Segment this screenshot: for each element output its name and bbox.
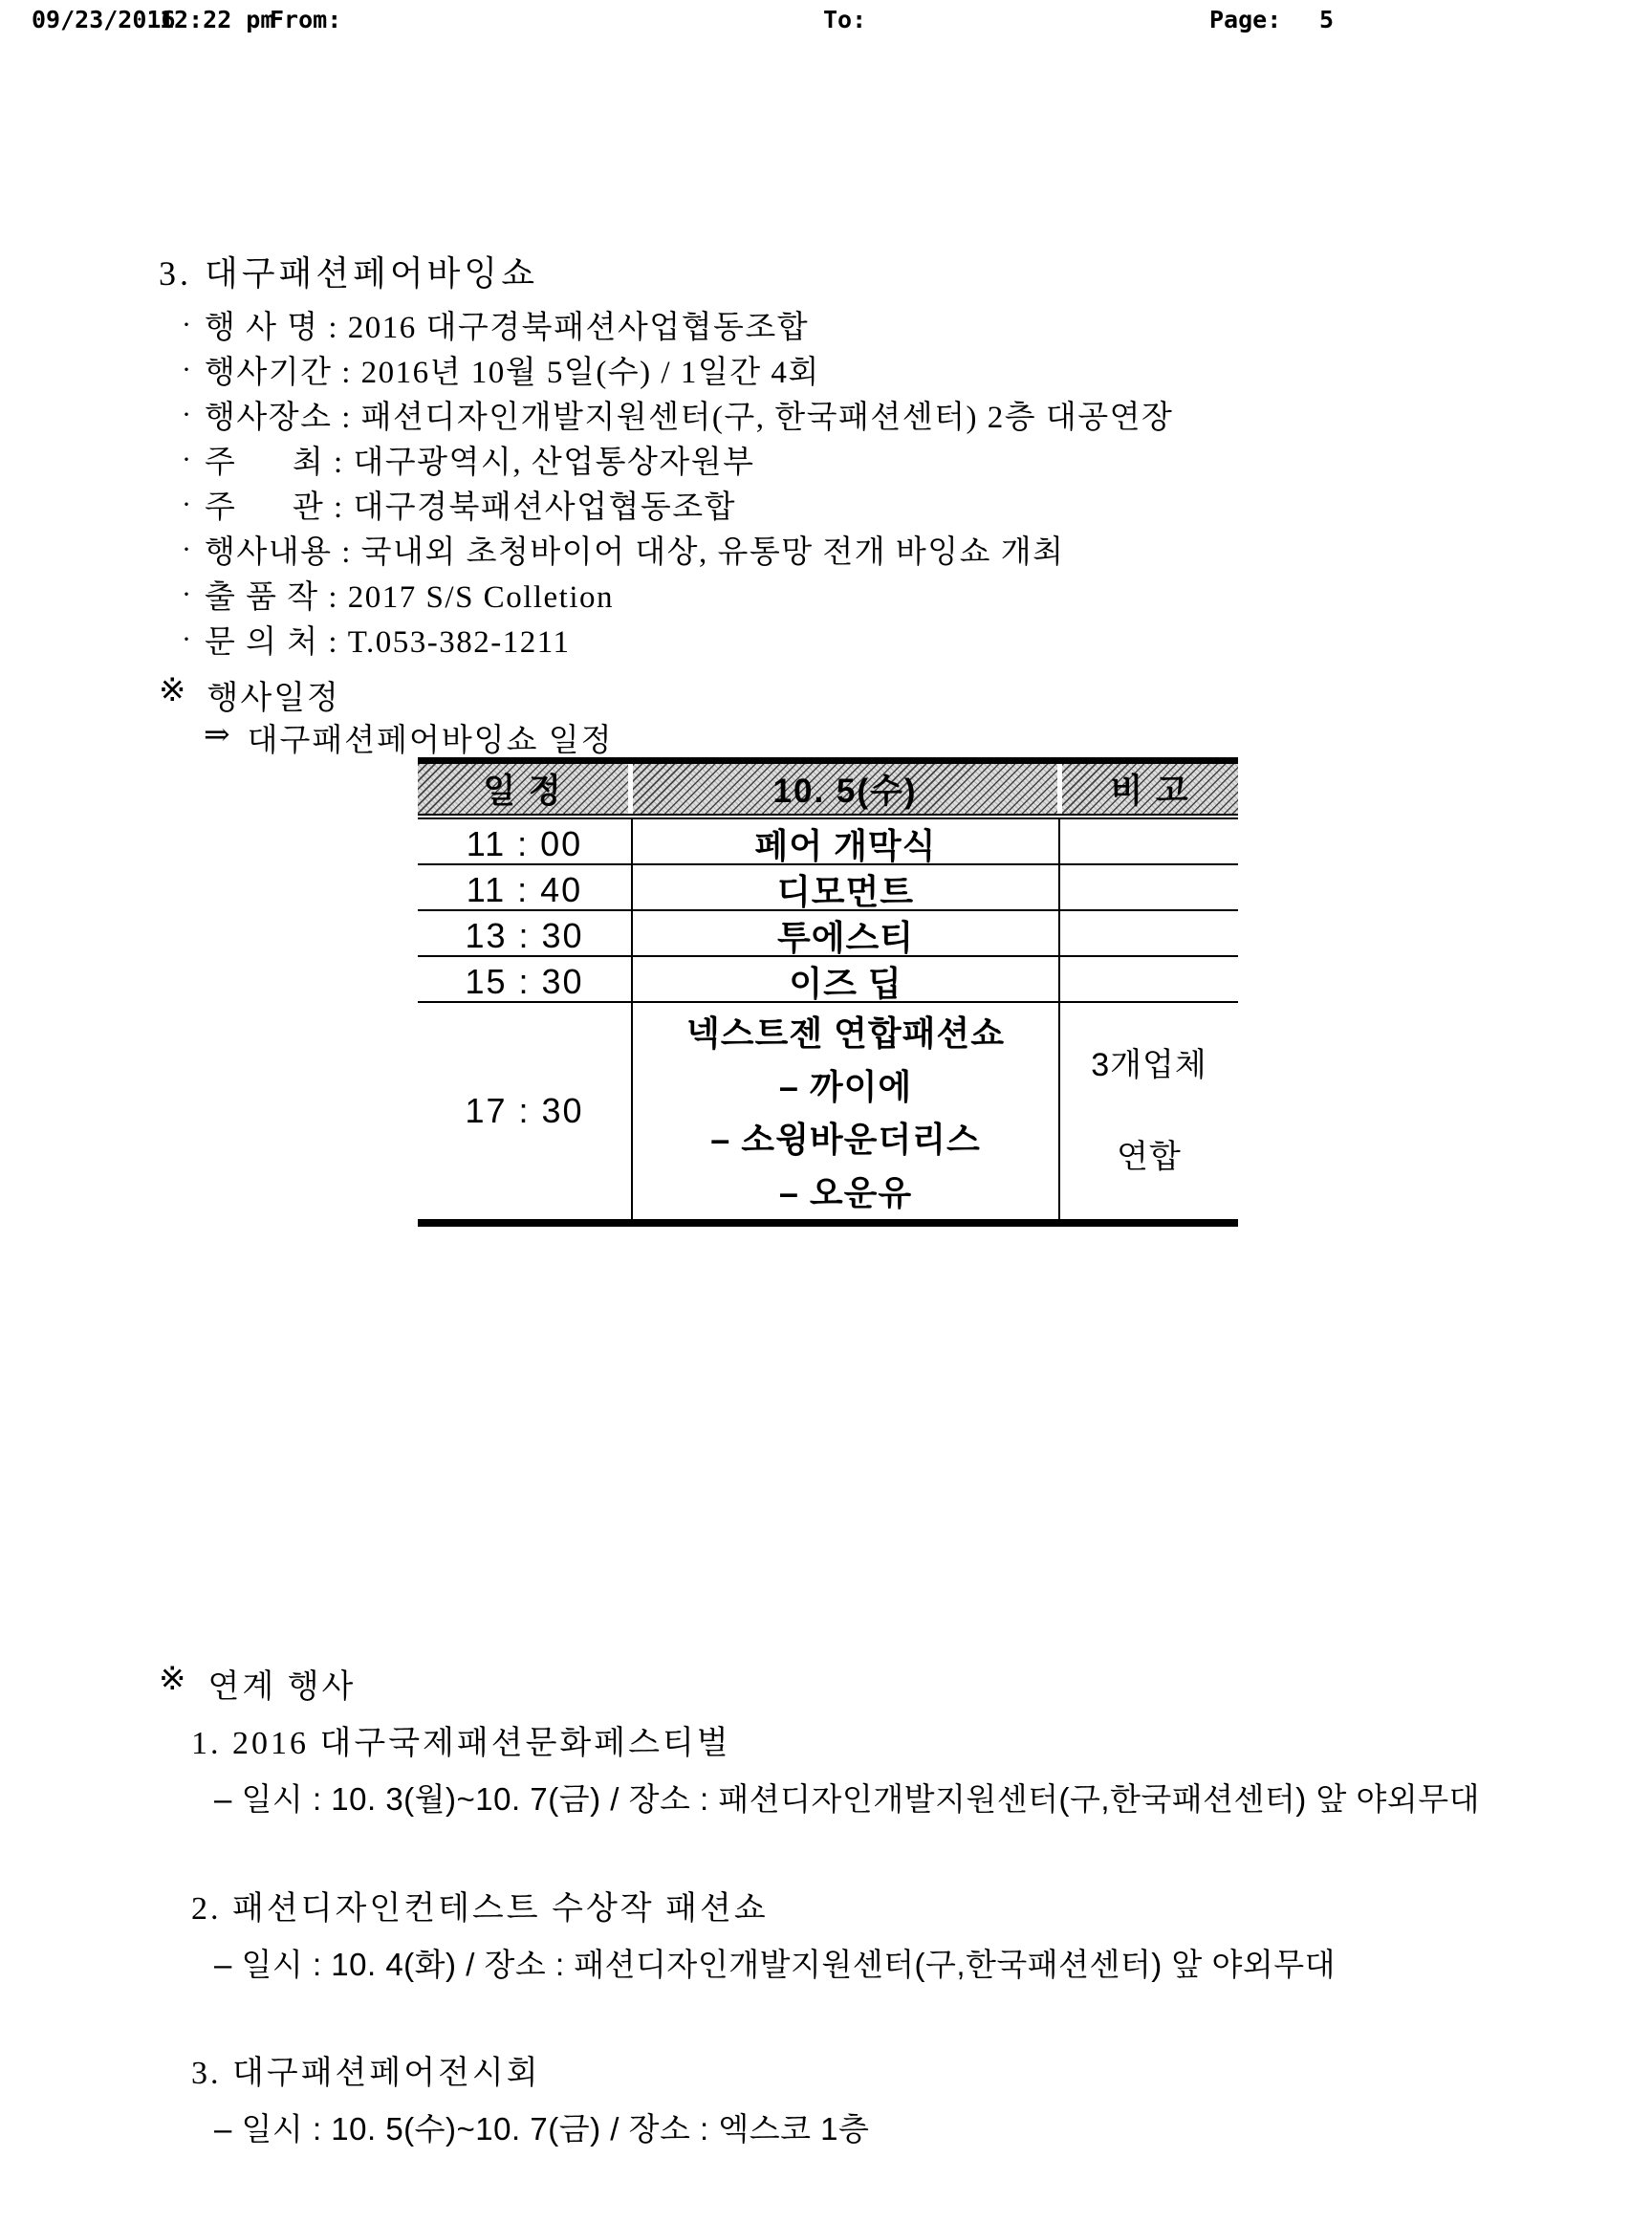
- column-header-date: 10. 5(수): [633, 764, 1057, 814]
- arrow-right-icon: ⇒: [204, 718, 232, 752]
- list-item: [182, 572, 1173, 617]
- schedule-section-heading: [159, 671, 340, 718]
- related-item-title: 2. 패션디자인컨테스트 수상작 패션쇼: [191, 1891, 769, 1927]
- cell-note: [1060, 911, 1238, 960]
- detail-text: 행사내용 : 국내외 초청바이어 대상, 유통망 전개 바잉쇼 개최: [205, 535, 1065, 570]
- cell-time: 13 : 30: [465, 915, 584, 955]
- cell-time: 17 : 30: [465, 1091, 584, 1130]
- bullet-icon: ·: [182, 578, 193, 610]
- detail-text: 행 사 명 : 2016 대구경북패션사업협동조합: [205, 311, 810, 345]
- schedule-subheading-text: 대구패션페어바잉쇼 일정: [247, 724, 614, 758]
- table-header-row: [418, 764, 1238, 819]
- cell-event: [631, 1003, 1060, 1219]
- fax-to-label: To:: [823, 6, 867, 33]
- page-title: 3. 대구패션페어바잉쇼: [159, 254, 538, 293]
- fax-time: 12:22 pm: [160, 6, 275, 33]
- related-item-detail: – 일시 : 10. 3(월)~10. 7(금) / 장소 : 패션디자인개발지원센터(구,한국패션센터) 앞 야외무대: [214, 1781, 1481, 1817]
- cell-note: [1060, 1003, 1238, 1219]
- related-item-title: 3. 대구패션페어전시회: [191, 2056, 541, 2091]
- bullet-icon: ·: [182, 308, 193, 340]
- detail-text: 출 품 작 : 2017 S/S Colletion: [205, 580, 615, 615]
- table-row: [418, 1003, 1238, 1219]
- fax-page-label: Page:: [1209, 6, 1282, 33]
- event-detail-list: [182, 302, 1173, 662]
- bullet-icon: ·: [182, 488, 193, 520]
- note-line: 연합: [1117, 1139, 1182, 1176]
- fax-page-number: 5: [1319, 6, 1335, 33]
- detail-text: 행사기간 : 2016년 10월 5일(수) / 1일간 4회: [205, 356, 820, 390]
- list-item: [182, 527, 1173, 572]
- cell-time: 11 : 00: [466, 823, 583, 863]
- cell-event: 투에스티: [631, 911, 1060, 960]
- table-row: [418, 911, 1238, 957]
- cell-time: 15 : 30: [465, 961, 584, 1001]
- related-item-title: 1. 2016 대구국제패션문화페스티벌: [191, 1726, 731, 1761]
- column-header-note: 비 고: [1062, 764, 1238, 814]
- schedule-heading-text: 행사일정: [206, 681, 340, 716]
- cell-event: 이즈 딥: [631, 957, 1060, 1006]
- detail-text: 행사장소 : 패션디자인개발지원센터(구, 한국패션센터) 2층 대공연장: [205, 401, 1174, 435]
- schedule-table: [418, 757, 1238, 1227]
- detail-text: 문 의 처 : T.053-382-1211: [205, 625, 571, 660]
- fax-from-label: From:: [270, 6, 342, 33]
- reference-mark-icon: ※: [159, 673, 188, 708]
- detail-text: 주 최 : 대구광역시, 산업통상자원부: [205, 446, 755, 480]
- column-header-time: 일 정: [418, 764, 628, 814]
- event-line: 넥스트젠 연합패션쇼: [686, 1013, 1005, 1054]
- fax-transmission-header: [0, 6, 1652, 38]
- fax-date: 09/23/2016: [32, 6, 176, 33]
- schedule-subheading: [204, 715, 614, 760]
- list-item: [182, 482, 1173, 527]
- bullet-icon: ·: [182, 398, 193, 430]
- event-line: – 까이에: [778, 1066, 913, 1106]
- reference-mark-icon: ※: [159, 1662, 189, 1697]
- bullet-icon: ·: [182, 622, 193, 655]
- bullet-icon: ·: [182, 443, 193, 475]
- table-row: [418, 819, 1238, 865]
- bullet-icon: ·: [182, 353, 193, 385]
- cell-time: 11 : 40: [466, 869, 583, 909]
- bullet-icon: ·: [182, 533, 193, 565]
- list-item: [182, 392, 1173, 437]
- cell-event: 디모먼트: [631, 865, 1060, 914]
- related-heading-text: 연계 행사: [207, 1669, 357, 1705]
- related-section-heading: [159, 1660, 356, 1707]
- cell-note: [1060, 957, 1238, 1006]
- cell-event: 페어 개막식: [631, 819, 1060, 868]
- list-item: [182, 617, 1173, 662]
- related-item-detail: – 일시 : 10. 4(화) / 장소 : 패션디자인개발지원센터(구,한국패션센터) 앞 야외무대: [214, 1947, 1336, 1982]
- cell-note: [1060, 819, 1238, 868]
- related-item-detail: – 일시 : 10. 5(수)~10. 7(금) / 장소 : 엑스코 1층: [214, 2111, 870, 2147]
- table-row: [418, 957, 1238, 1003]
- note-line: 3개업체: [1091, 1046, 1207, 1083]
- list-item: [182, 437, 1173, 482]
- list-item: [182, 302, 1173, 347]
- detail-text: 주 관 : 대구경북패션사업협동조합: [205, 490, 736, 525]
- table-row: [418, 865, 1238, 911]
- event-line: – 소윙바운더리스: [710, 1120, 981, 1160]
- cell-note: [1060, 865, 1238, 914]
- event-line: – 오운유: [778, 1172, 913, 1212]
- list-item: [182, 347, 1173, 392]
